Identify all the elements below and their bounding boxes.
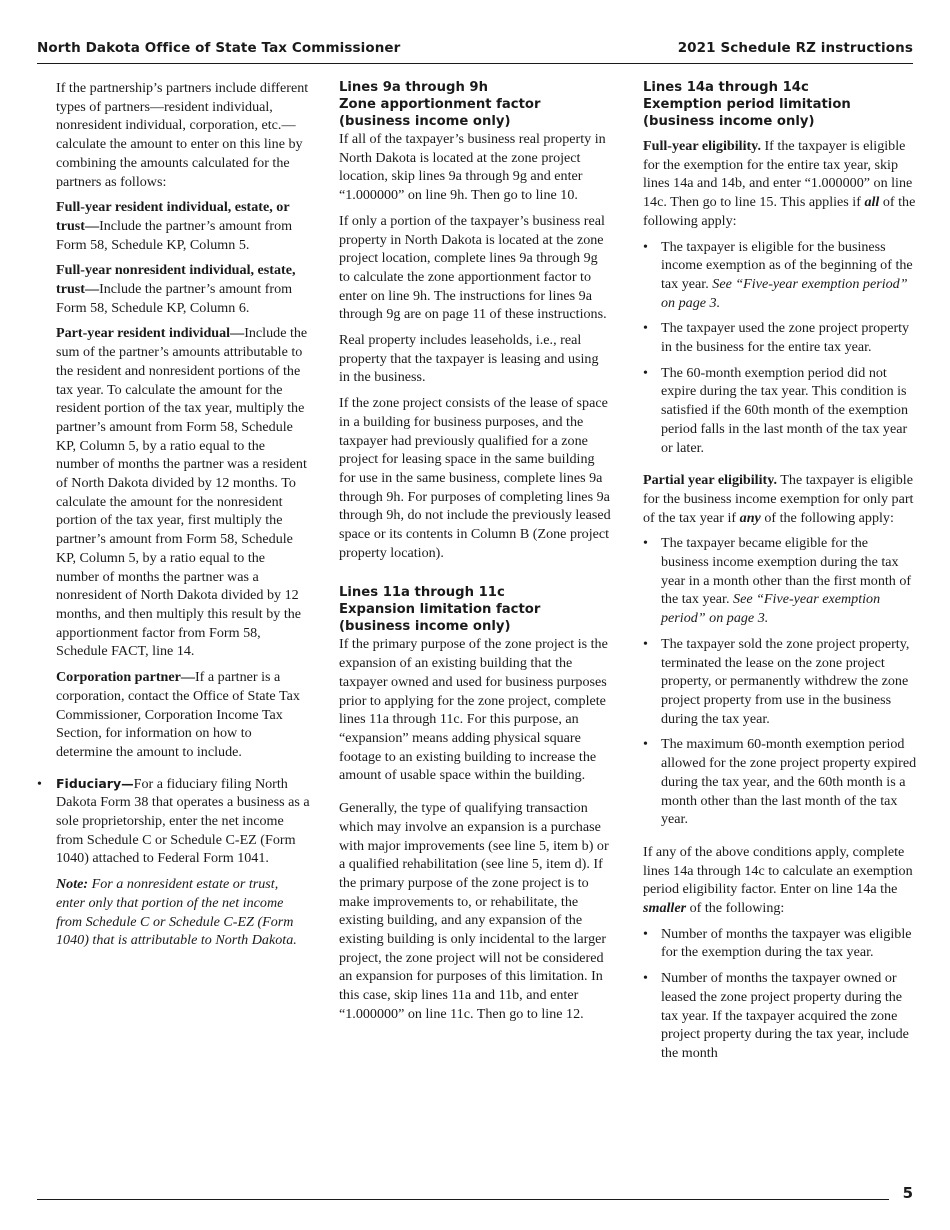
column-3 (643, 79, 917, 1070)
conditions-paragraph: If any of the above conditions apply, complete lines 14a through 14c to calculate an exemption period eligibility factor. Enter on line 14a the smaller of the following: (643, 843, 913, 917)
list-item: • Number of months the taxpayer owned or leased the zone project property during the tax year. If the taxpayer acquired the zone project property during the tax year, include the month (643, 969, 917, 1063)
full-year-nonresident-paragraph: Full-year nonresident individual, estate, trust—Include the partner’s amount from Form 58, Schedule KP, Column 6. (56, 262, 296, 316)
page-number: 5 (902, 1184, 913, 1202)
partial-year-conditions-list (643, 534, 917, 829)
part-year-resident-paragraph: Part-year resident individual—Include the sum of the partner’s amounts attributable to the resident and nonresident portions of the tax year. To calculate the amount for the resident portion of the tax year, multiply the partner’s amount from Form 58, Schedule KP, Column 5, by a ratio equal to the number of months the partner was a resident of North Dakota divided by 12 months. To calculate the amount for the nonresident portion of the tax year, first multiply the partner’s amount from Form 58, Schedule KP, Column 5, by a ratio equal to the number of months the partner was a nonresident of North Dakota divided by 12 months, and then multiply this result by the apportionment factor from Form 58, Schedule FACT, line 14. (56, 325, 308, 660)
fiduciary-note: Note: For a nonresident estate or trust, enter only that portion of the net income from Schedule C or Schedule C-EZ (Form 1040) that is attributable to North Dakota. (56, 876, 297, 949)
corporation-partner-label: Corporation partner— (56, 669, 195, 686)
partial-year-eligibility-paragraph: Partial year eligibility. The taxpayer is eligible for the business income exemption for only part of the tax year if any of the following apply: (643, 472, 914, 526)
full-year-eligibility-paragraph: Full-year eligibility. If the taxpayer is eligible for the exemption for the entire tax year, skip lines 14a and 14b, and enter “1.000000” on line 14c. Then go to line 15. This applies if all of the following apply: (643, 138, 916, 229)
lines-9-paragraph-1: If all of the taxpayer’s business real property in North Dakota is located at the zone project location, skip lines 9a through 9g and enter “1.000000” on line 9h. Then go to line 10. (339, 131, 606, 204)
bullet: • (37, 775, 42, 792)
full-year-eligibility-label: Full-year eligibility. (643, 138, 761, 154)
part-year-resident-label: Part-year resident individual— (56, 325, 245, 342)
agency-title: North Dakota Office of State Tax Commissioner (37, 40, 401, 56)
lines-9-paragraph-2: If only a portion of the taxpayer’s business real property in North Dakota is located at the zone project location, complete lines 9a through 9g to calculate the zone apportionment factor to enter on line 9h. The instructions for lines 9a through 9g are on page 11 of these instructions. (339, 212, 607, 323)
section-heading-lines-11: Lines 11a through 11c Expansion limitation factor (business income only) (339, 585, 541, 635)
section-heading-lines-14: Lines 14a through 14c Exemption period limitation (business income only) (643, 80, 851, 129)
lines-11-paragraph-1: If the primary purpose of the zone project is the expansion of an existing building that the taxpayer owned and used for business purposes prior to applying for the zone project, complete lines 11a through 11c. For this purpose, an “expansion” means adding physical square footage to an existing building to increase the amount of usable space within the building. (339, 636, 608, 784)
list-item: • The taxpayer became eligible for the business income exemption during the tax year in a month other than the first month of the tax year. See “Five-year exemption period” on page 3. (643, 534, 917, 628)
smaller-of-list (643, 925, 917, 1063)
corporation-partner-paragraph: Corporation partner—If a partner is a corporation, contact the Office of State Tax Commissioner, Corporation Income Tax Section, for information on how to determine the amount to include. (56, 669, 300, 760)
lines-9-paragraph-3: Real property includes leaseholds, i.e., real property that the taxpayer is leasing and using in the business. (339, 332, 599, 386)
list-item: • The taxpayer is eligible for the business income exemption as of the beginning of the tax year. See “Five-year exemption period” on page 3. (643, 238, 917, 313)
partners-intro: If the partnership’s partners include different types of partners—resident individual, nonresident individual, corporation, etc.—calculate the amount to enter on this line by combining the amounts calculated for the partners as follows: (56, 80, 309, 190)
list-item: • Number of months the taxpayer was eligible for the exemption during the tax year. (643, 925, 917, 962)
list-item: • The 60-month exemption period did not expire during the tax year. This condition is satisfied if the 60th month of the exemption period falls in the last month of the tax year or later. (643, 364, 917, 458)
full-year-nonresident-label: Full-year nonresident individual, estate, trust— (56, 262, 296, 298)
footer-rule (37, 1199, 889, 1200)
note-label: Note: (56, 876, 89, 893)
list-item: • The maximum 60-month exemption period allowed for the zone project property expired during the tax year, and the 60th month is a month other than the last month of the tax year. (643, 735, 917, 829)
lines-11-paragraph-2: Generally, the type of qualifying transaction which may involve an expansion is a purchase with major improvements (see line 5, item b) or a qualified rehabilitation (see line 5, item d). If the primary purpose of the zone project is to make improvements to, or rehabilitate, the existing building, and any expansion of the existing building is only incidental to the larger project, the zone project will not be considered an expansion for purposes of this limitation. In this case, skip lines 11a and 11b, and enter “1.000000” on line 11c. Then go to line 12. (339, 800, 609, 1022)
list-item: • The taxpayer used the zone project property in the business for the entire tax year. (643, 319, 917, 356)
section-heading-lines-9: Lines 9a through 9h Zone apportionment factor (business income only) (339, 80, 541, 129)
fiduciary-item: • Fiduciary—For a fiduciary filing North Dakota Form 38 that operates a business as a sole proprietorship, enter the net income from Schedule C or Schedule C-EZ (Form 1040) attached to Federal Form 1041. (37, 775, 310, 867)
page-header (37, 39, 913, 64)
full-year-resident-label: Full-year resident individual, estate, or trust— (56, 199, 290, 234)
full-year-resident-paragraph: Full-year resident individual, estate, or trust—Include the partner’s amount from Form 58, Schedule KP, Column 5. (56, 199, 293, 253)
column-2 (339, 79, 611, 1031)
fiduciary-label: Fiduciary— (56, 775, 134, 791)
column-1 (37, 79, 310, 957)
full-year-conditions-list (643, 238, 917, 458)
list-item: • The taxpayer sold the zone project property, terminated the lease on the zone project property, or permanently withdrew the zone project property from use in the business during the tax year. (643, 635, 917, 729)
partial-year-eligibility-label: Partial year eligibility. (643, 472, 778, 489)
lines-9-paragraph-4: If the zone project consists of the lease of space in a building for business purposes, and the taxpayer had previously qualified for a zone project for leasing space in the same building for use in the same business, complete lines 9a through 9h. For purposes of completing lines 9a through 9h, do not include the previously leased space or its contents in Column B (Zone project property location). (339, 395, 611, 561)
document-title: 2021 Schedule RZ instructions (677, 40, 913, 56)
